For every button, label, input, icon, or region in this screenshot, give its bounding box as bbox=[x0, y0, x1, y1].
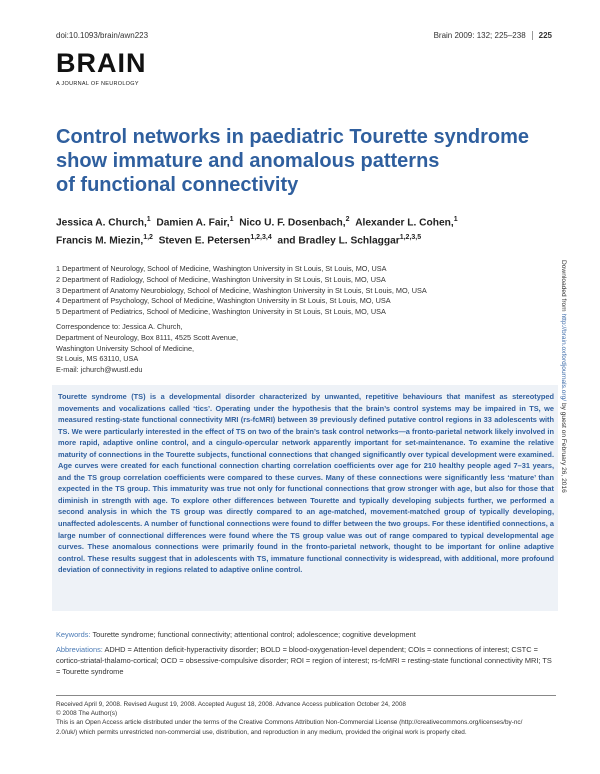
correspondence-line: Correspondence to: Jessica A. Church, bbox=[56, 322, 183, 331]
author-line bbox=[56, 230, 566, 248]
license-line: This is an Open Access article distributed under the terms of the Creative Commons Attribution Non-Commercial License (http://creativecommons.org/licenses/by-nc/ bbox=[56, 719, 523, 727]
author-affiliation-mark: 1 bbox=[229, 216, 234, 223]
author-list bbox=[56, 212, 566, 249]
publication-dates: Received April 9, 2008. Revised August 19, 2008. Accepted August 18, 2008. Advance Access publication October 24, 2008 bbox=[56, 701, 406, 708]
correspondence-line: St Louis, MS 63110, USA bbox=[56, 354, 139, 364]
author-affiliation-mark: 1 bbox=[146, 216, 151, 223]
article-title bbox=[56, 125, 556, 197]
download-suffix: by guest on February 26, 2016 bbox=[560, 401, 567, 493]
author-affiliation-mark: 1,2,3,5 bbox=[399, 234, 422, 242]
author-affiliation-mark: 1,2 bbox=[143, 234, 153, 242]
author-name: Alexander L. Cohen, bbox=[355, 217, 454, 229]
author-name: Damien A. Fair, bbox=[156, 217, 230, 229]
affiliation-item: 3 Department of Anatomy Neurobiology, School of Medicine, Washington University in St Louis, St Louis, MO, USA bbox=[56, 285, 427, 295]
journal-citation bbox=[434, 31, 552, 40]
title-line: Control networks in paediatric Tourette syndrome bbox=[56, 126, 530, 148]
download-notice bbox=[560, 260, 567, 560]
citation-text: Brain 2009: 132; 225–238 bbox=[433, 31, 526, 40]
affiliation-item: 4 Department of Psychology, School of Medicine, Washington University in St Louis, St Louis, MO, USA bbox=[56, 296, 391, 306]
affiliations bbox=[56, 264, 556, 318]
author-line bbox=[56, 212, 566, 230]
keywords bbox=[56, 629, 556, 640]
affiliation-item: 2 Department of Radiology, School of Medicine, Washington University in St Louis, St Louis, MO, USA bbox=[56, 274, 386, 284]
author-name: Steven E. Petersen bbox=[158, 235, 251, 247]
footer-divider bbox=[56, 695, 556, 696]
copyright: © 2008 The Author(s) bbox=[56, 710, 118, 718]
correspondence bbox=[56, 322, 556, 376]
abbreviations bbox=[56, 644, 556, 678]
page-number: 225 bbox=[538, 31, 552, 40]
affiliation-item: 1 Department of Neurology, School of Medicine, Washington University in St Louis, St Louis, MO, USA bbox=[56, 264, 387, 273]
download-link[interactable]: http://brain.oxfordjournals.org/ bbox=[560, 313, 567, 402]
author-affiliation-mark: 2 bbox=[345, 216, 350, 223]
correspondence-email: E-mail: jchurch@wustl.edu bbox=[56, 365, 143, 375]
journal-subtitle: A JOURNAL OF NEUROLOGY bbox=[56, 81, 139, 87]
author-affiliation-mark: 1,2,3,4 bbox=[250, 234, 272, 242]
author-name: Francis M. Miezin, bbox=[56, 235, 144, 247]
journal-logo: BRAIN bbox=[56, 48, 147, 78]
correspondence-line: Washington University School of Medicine, bbox=[56, 343, 195, 353]
doi: doi:10.1093/brain/awn223 bbox=[56, 31, 149, 40]
publication-info bbox=[56, 700, 556, 737]
author-name: Nico U. F. Dosenbach, bbox=[239, 217, 346, 229]
abstract-text: Tourette syndrome (TS) is a developmental disorder characterized by unwanted, repetitive behaviours that manifest as stereotyped movements and vocalizations called ‘tics’. Operating under the hypothesis that the brain’s control systems may be impaired in TS, we measured resting-state functional connectivity MRI (rs-fcMRI) between 39 previously defined putative control regions in 33 adolescents with TS. We were particularly interested in the effect of TS on two of the brain’s task control networks—a fronto-parietal network likely involved in more rapid, adaptive online control, and a cingulo-opercular network apparently important for set-maintenance. To examine the relative maturity of connections in the Tourette subjects, functional connections that changed significantly over typical development were examined. Age curves were created for each functional connection charting correlation coefficients over age for 210 healthy people aged 7–31 years, and the TS group correlation coefficients were compared to these curves. Many of these connections were significantly less ‘mature’ than expected in the TS group. This immaturity was true not only for functional connections that grow stronger with age, but also for those that diminish in strength with age. To explore other differences between Tourette and typically developing subjects further, we performed a second analysis in which the TS group was directly compared to an age-matched, movement-matched group of typically developing, unaffected adolescents. A number of functional connections were found to differ between the two groups. For these identified connections, a large number of connectional differences were found where the TS group value was out of range compared to typical developmental age curves. These anomalous connections were primarily found in the fronto-parietal network, thought to be important for online adaptive control. These results suggest that in adolescents with TS, immature functional connectivity is widespread, with additional, more profound deviation of connectivity in regions related to adaptive online control. bbox=[58, 392, 554, 575]
abbreviations-label: Abbreviations: bbox=[56, 645, 103, 654]
abbreviations-text: ADHD = Attention deficit-hyperactivity disorder; BOLD = blood-oxygenation-level dependent; COIs = connections of interest; CSTC = cortico-striatal-thalamo-cortical; OCD = obsessive-compulsive disorder; ROI = region of interest; rs-fcMRI = resting-state functional connectivity MRI; TS = Tourette syndrome bbox=[56, 645, 552, 677]
author-affiliation-mark: 1 bbox=[453, 216, 458, 223]
author-name: and Bradley L. Schlaggar bbox=[277, 235, 400, 247]
title-line: show immature and anomalous patterns bbox=[56, 150, 440, 172]
keywords-text: Tourette syndrome; functional connectivity; attentional control; adolescence; cognitive development bbox=[92, 630, 416, 639]
download-prefix: Downloaded from bbox=[560, 260, 567, 314]
keywords-label: Keywords: bbox=[56, 630, 91, 639]
affiliation-item: 5 Department of Pediatrics, School of Medicine, Washington University in St Louis, St Louis, MO, USA bbox=[56, 307, 386, 317]
correspondence-line: Department of Neurology, Box 8111, 4525 Scott Avenue, bbox=[56, 332, 238, 342]
author-name: Jessica A. Church, bbox=[56, 217, 147, 229]
title-line: of functional connectivity bbox=[56, 174, 299, 196]
license-line: 2.0/uk/) which permits unrestricted non-commercial use, distribution, and reproduction in any medium, provided the original work is properly cited. bbox=[56, 728, 467, 736]
header-divider bbox=[532, 31, 533, 40]
